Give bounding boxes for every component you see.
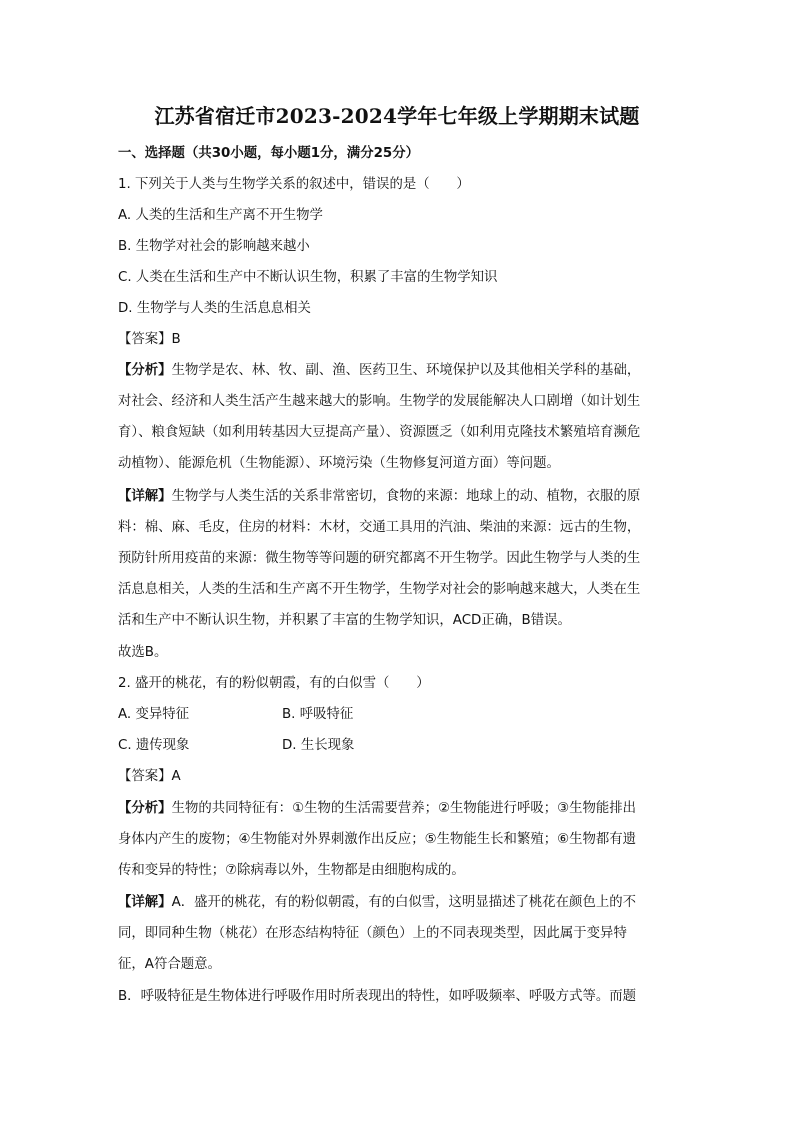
q1-analysis-line: [118, 360, 640, 382]
q1-option-c: C. 人类在生活和生产中不断认识生物，积累了丰富的生物学知识: [118, 270, 498, 285]
q1-analysis-text: 生物学是农、林、牧、副、渔、医药卫生、环境保护以及其他相关学科的基础，: [171, 363, 641, 378]
q2-option-c: C. 遗传现象: [118, 738, 190, 753]
q2-option-d: D. 生长现象: [282, 738, 355, 753]
q1-analysis-line: 动植物）、能源危机（生物能源）、环境污染（生物修复河道方面）等问题。: [118, 456, 560, 471]
q2-detail-line: 同，即同种生物（桃花）在形态结构特征（颜色）上的不同表现类型，因此属于变异特: [118, 926, 627, 941]
q1-analysis-tag: 【分析】: [118, 363, 172, 378]
q1-detail-text: 生物学与人类生活的关系非常密切，食物的来源：地球上的动、植物，衣服的原: [171, 489, 641, 504]
q2-option-b: B. 呼吸特征: [282, 707, 354, 722]
q1-answer: 【答案】B: [118, 332, 181, 347]
q2-analysis-text: 生物的共同特征有：①生物的生活需要营养；②生物能进行呼吸；③生物能排出: [171, 801, 637, 816]
q1-option-d: D. 生物学与人类的生活息息相关: [118, 301, 311, 316]
q1-detail-line: 预防针所用疫苗的来源：微生物等等问题的研究都离不开生物学。因此生物学与人类的生: [118, 551, 641, 566]
q2-answer: 【答案】A: [118, 769, 181, 784]
q2-analysis-line: 传和变异的特性；⑦除病毒以外，生物都是由细胞构成的。: [118, 863, 465, 878]
q1-option-b: B. 生物学对社会的影响越来越小: [118, 239, 310, 254]
q2-detail-line: B．呼吸特征是生物体进行呼吸作用时所表现出的特性，如呼吸频率、呼吸方式等。而题: [118, 989, 637, 1004]
q2-detail-text: A．盛开的桃花，有的粉似朝霞，有的白似雪，这明显描述了桃花在颜色上的不: [171, 895, 637, 910]
q1-option-a: A. 人类的生活和生产离不开生物学: [118, 208, 323, 223]
q2-analysis-line: 身体内产生的废物；④生物能对外界刺激作出反应；⑤生物能生长和繁殖；⑥生物都有遗: [118, 832, 637, 847]
q2-option-a: A. 变异特征: [118, 707, 189, 722]
document-title: 江苏省宿迁市2023-2024学年七年级上学期期末试题: [154, 104, 640, 128]
q1-conclusion: 故选B。: [118, 645, 168, 660]
q1-analysis-line: 育）、粮食短缺（如利用转基因大豆提高产量）、资源匮乏（如利用克隆技术繁殖培育濒危: [118, 425, 641, 440]
q2-analysis-line: [118, 798, 636, 820]
q2-analysis-tag: 【分析】: [118, 801, 172, 816]
q2-detail-line: 征，A符合题意。: [118, 957, 221, 972]
q1-detail-line: [118, 486, 640, 508]
q1-detail-line: 活和生产中不断认识生物，并积累了丰富的生物学知识，ACD正确，B错误。: [118, 613, 571, 628]
q2-stem: 2. 盛开的桃花，有的粉似朝霞，有的白似雪（ ）: [118, 676, 430, 691]
q1-detail-line: 活息息相关，人类的生活和生产离不开生物学，生物学对社会的影响越来越大，人类在生: [118, 582, 641, 597]
q1-analysis-line: 对社会、经济和人类生活产生越来越大的影响。生物学的发展能解决人口剧增（如计划生: [118, 394, 641, 409]
q2-detail-line: [118, 892, 636, 914]
q1-detail-line: 料：棉、麻、毛皮，住房的材料：木材，交通工具用的汽油、柴油的来源：远古的生物，: [118, 520, 641, 535]
section-heading: 一、选择题（共30小题，每小题1分，满分25分）: [118, 146, 420, 161]
q1-stem: 1. 下列关于人类与生物学关系的叙述中，错误的是（ ）: [118, 177, 470, 192]
q1-detail-tag: 【详解】: [118, 489, 172, 504]
q2-detail-tag: 【详解】: [118, 895, 172, 910]
